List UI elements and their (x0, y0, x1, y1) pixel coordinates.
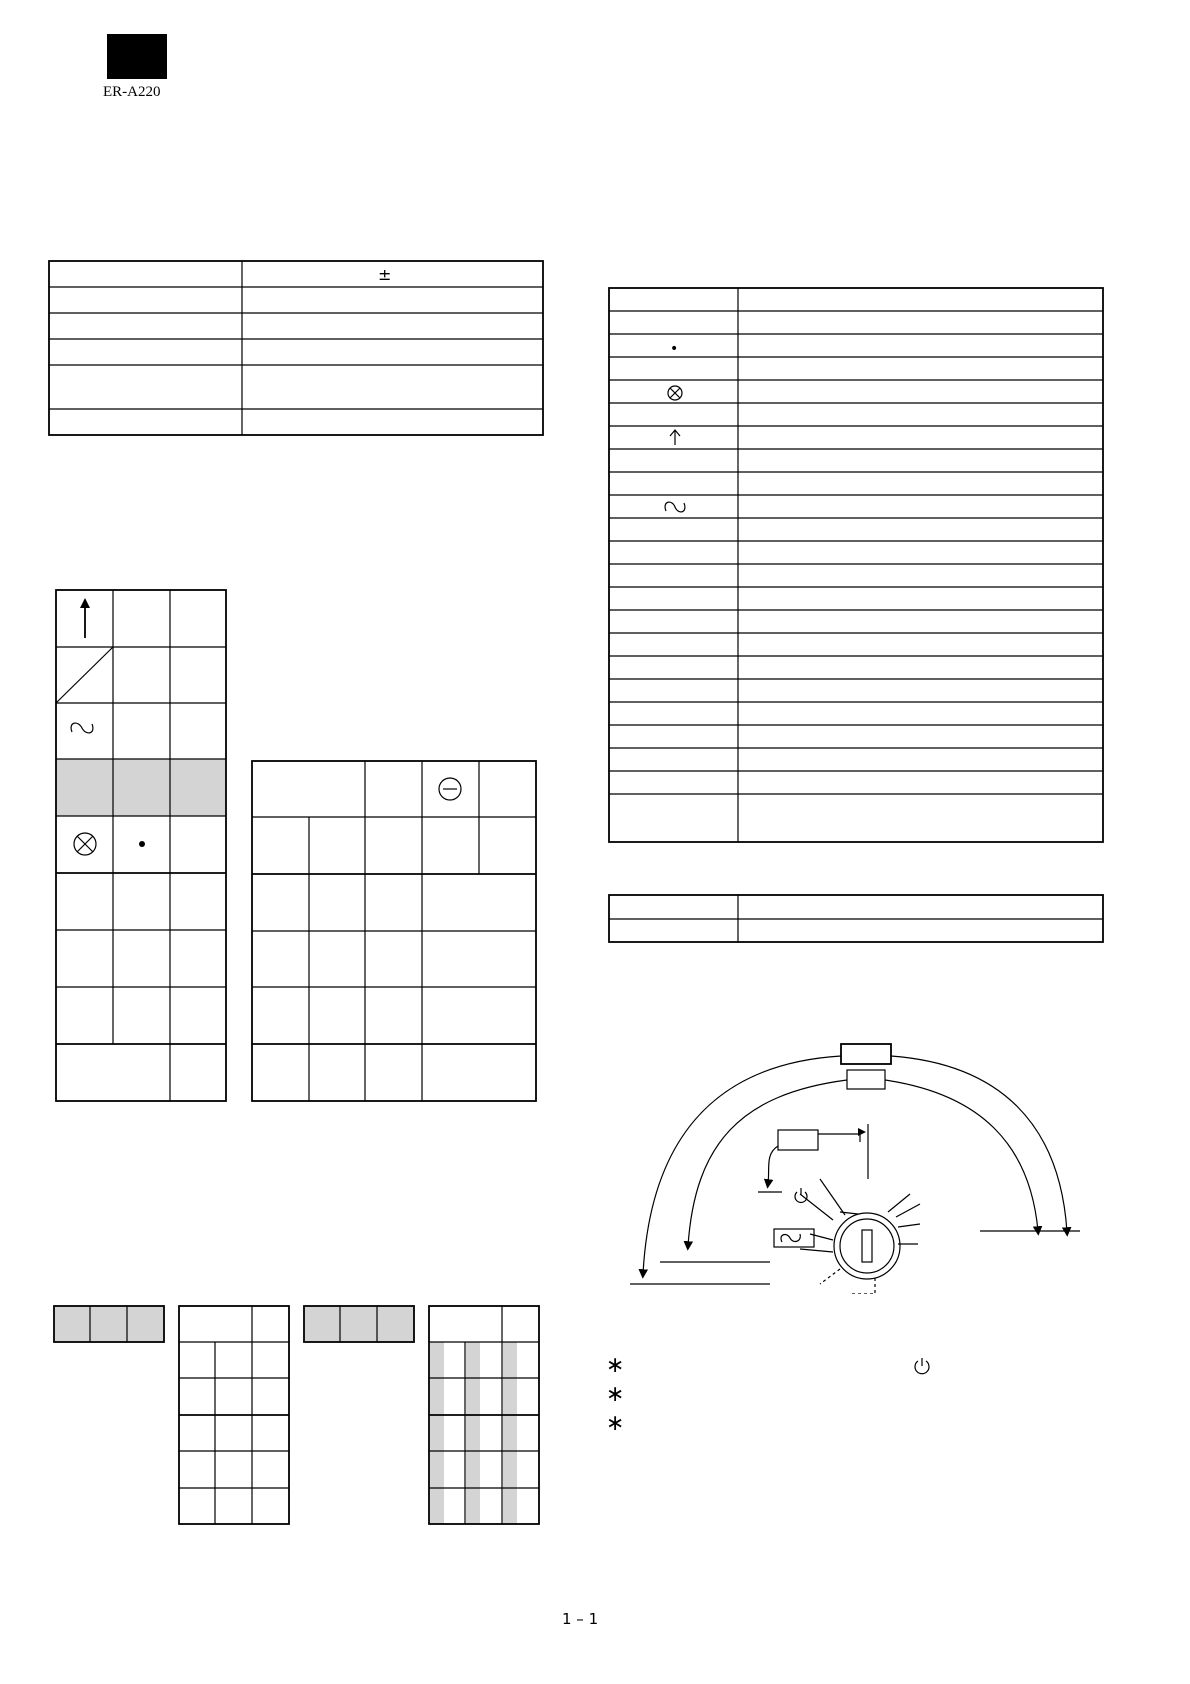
key-grid-2 (427, 1304, 543, 1528)
section-tab-marker (107, 34, 167, 79)
shaded-row (56, 759, 226, 816)
diagonal-split-key (56, 647, 113, 703)
keyboard-layout-right (250, 759, 540, 1104)
key-group-shaded-2 (302, 1304, 418, 1346)
circled-x-key-icon (74, 833, 96, 855)
key-label-box-third (778, 1130, 818, 1150)
dot-symbol: • (670, 341, 679, 357)
key-grid-1 (177, 1304, 293, 1528)
note-asterisk-3: ∗ (606, 1411, 625, 1436)
loop-key-icon (71, 723, 93, 733)
plus-minus-symbol: ± (378, 265, 392, 284)
page-number: 1 – 1 (562, 1610, 599, 1628)
loop-mode-box (774, 1229, 814, 1247)
model-label: ER-A220 (103, 84, 161, 100)
loop-icon (665, 502, 685, 512)
keyboard-layout-left (54, 588, 230, 1104)
up-arrow-icon (670, 430, 680, 445)
dot-key-icon (139, 841, 145, 847)
mode-switch-diagram (620, 1034, 1090, 1294)
up-arrow-key-icon (80, 598, 90, 638)
spec-table-right (608, 287, 1108, 847)
key-group-shaded-1 (52, 1304, 168, 1346)
key-label-box-top (841, 1044, 891, 1064)
note-asterisk-1: ∗ (606, 1353, 625, 1378)
note-power-icon (912, 1356, 932, 1376)
key-label-box-second (847, 1070, 885, 1089)
spec-table-right-small (608, 894, 1108, 946)
note-asterisk-2: ∗ (606, 1382, 625, 1407)
key-slot (862, 1230, 872, 1262)
mode-key-dial (834, 1213, 900, 1279)
spec-table-left (48, 260, 548, 440)
circled-minus-key-icon (439, 778, 461, 800)
